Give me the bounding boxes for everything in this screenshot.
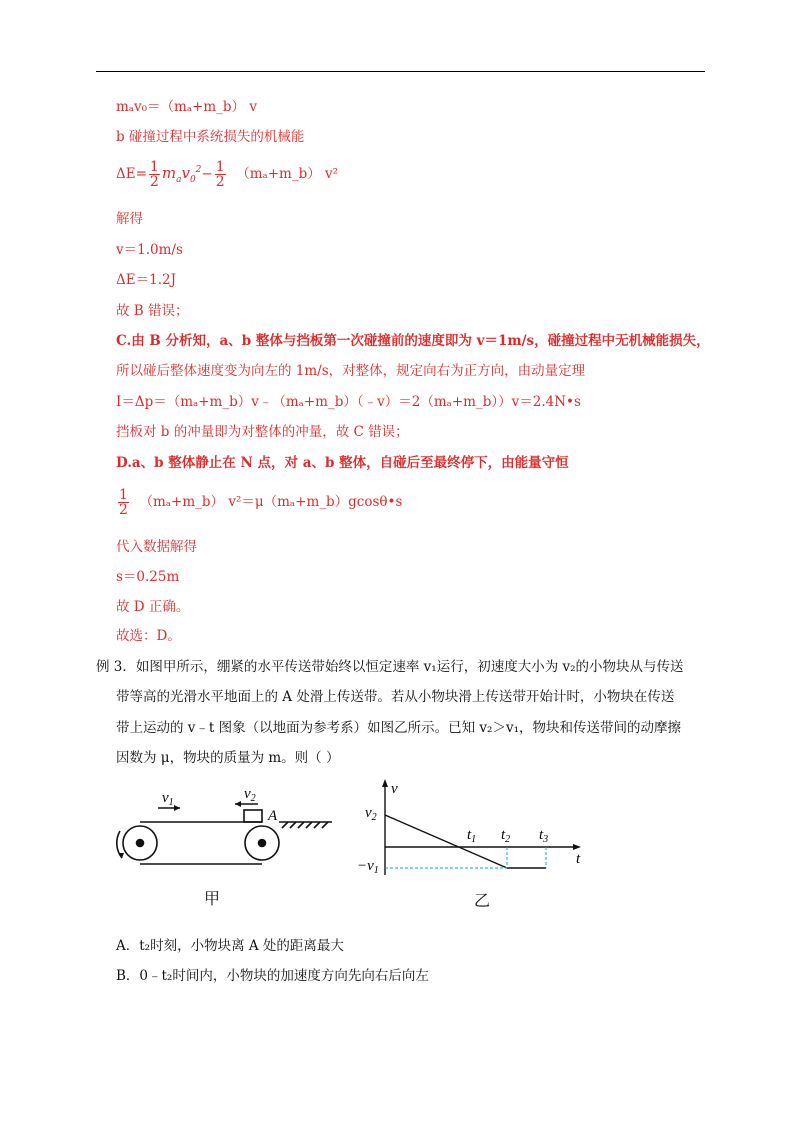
example-3-line-3: 带上运动的 v﹣t 图象（以地面为参考系）如图乙所示。已知 v₂＞v₁，物块和传送带间的动摩擦 — [116, 720, 682, 736]
header-rule — [96, 71, 705, 72]
energy-result: ΔE＝1.2J — [116, 272, 176, 288]
option-b: B．0﹣t₂时间内，小物块的加速度方向先向右后向左 — [116, 968, 429, 984]
v-axis-label: v — [391, 781, 398, 797]
conclusion-b: 故 B 错误； — [116, 303, 189, 319]
conveyor-diagram — [110, 788, 340, 918]
energy-conservation-tail: （mₐ+m_b） v²＝μ（mₐ+m_b）gcosθ•s — [139, 494, 403, 510]
option-d-analysis: D.a、b 整体静止在 N 点，对 a、b 整体，自碰后至最终停下，由能量守恒 — [116, 455, 569, 471]
distance-result: s＝0.25m — [116, 569, 180, 585]
energy-loss-equation: ΔE= $\frac{1}{2}$ $m_av_0^2-$ $\frac{1}{2}$ （mₐ+m_b） v² — [116, 159, 339, 190]
v2-label: $v_2$ — [244, 788, 256, 804]
energy-conservation-equation: $\frac{1}{2}$ （mₐ+m_b） v²＝μ（mₐ+m_b）gcosθ•s — [119, 487, 403, 518]
option-a: A．t₂时刻，小物块离 A 处的距离最大 — [116, 938, 344, 954]
vt-graph — [355, 775, 595, 885]
momentum-equation: mₐv₀＝（mₐ+m_b） v — [116, 99, 257, 115]
conclusion-c: 挡板对 b 的冲量即为对整体的冲量，故 C 错误； — [116, 424, 409, 440]
block-a — [244, 810, 262, 822]
velocity-result: v＝1.0m/s — [116, 242, 183, 258]
v1-arrowhead — [174, 805, 180, 811]
v-axis-arrow — [382, 779, 388, 787]
point-a-label: A — [268, 808, 278, 824]
t3-label: $t_3$ — [539, 827, 549, 845]
right-roller-axle — [259, 840, 266, 847]
neg-v1-tick-label: $-v_1$ — [357, 858, 379, 876]
velocity-decreasing-line — [385, 815, 507, 868]
solve-label: 解得 — [116, 211, 143, 227]
energy-loss-tail: （mₐ+m_b） v² — [236, 166, 339, 182]
option-c-analysis-cont: 所以碰后整体速度变为向左的 1m/s，对整体，规定向右为正方向，由动量定理 — [116, 363, 586, 379]
left-roller-axle — [137, 840, 144, 847]
substitute-label: 代入数据解得 — [116, 539, 197, 555]
option-c-analysis: C.由 B 分析知，a、b 整体与挡板第一次碰撞前的速度即为 v＝1m/s，碰撞过程中无机械能损失， — [116, 333, 710, 349]
figure-jia-caption: 甲 — [204, 889, 221, 908]
energy-loss-text: b 碰撞过程中系统损失的机械能 — [116, 129, 305, 145]
example-3-line-1: 例 3．如图甲所示，绷紧的水平传送带始终以恒定速率 v₁运行，初速度大小为 v₂的小物块从与传送 — [96, 659, 684, 675]
delta-e-label: ΔE= — [116, 166, 147, 182]
figure-yi-caption: 乙 — [474, 891, 491, 910]
v1-label: $v_1$ — [162, 790, 174, 808]
t1-label: $t_1$ — [467, 827, 477, 845]
conclusion-d: 故 D 正确。 — [116, 599, 190, 615]
v2-tick-label: $v_2$ — [365, 805, 377, 823]
example-3-line-2: 带等高的光滑水平地面上的 A 处滑上传送带。若从小物块滑上传送带开始计时，小物块在传送 — [116, 689, 675, 705]
v2-arrowhead — [235, 801, 241, 807]
ground-hatching — [282, 822, 328, 828]
t-axis-label: t — [576, 851, 581, 867]
final-answer: 故选：D。 — [116, 628, 181, 644]
t2-label: $t_2$ — [501, 827, 511, 845]
example-3-line-4: 因数为 μ，物块的质量为 m。则（ ） — [116, 750, 340, 766]
impulse-equation: I＝Δp＝（mₐ+m_b）v﹣（mₐ+m_b）（﹣v）＝2（mₐ+m_b））v＝2.4N•s — [116, 394, 581, 410]
t-axis-arrow — [573, 844, 581, 850]
